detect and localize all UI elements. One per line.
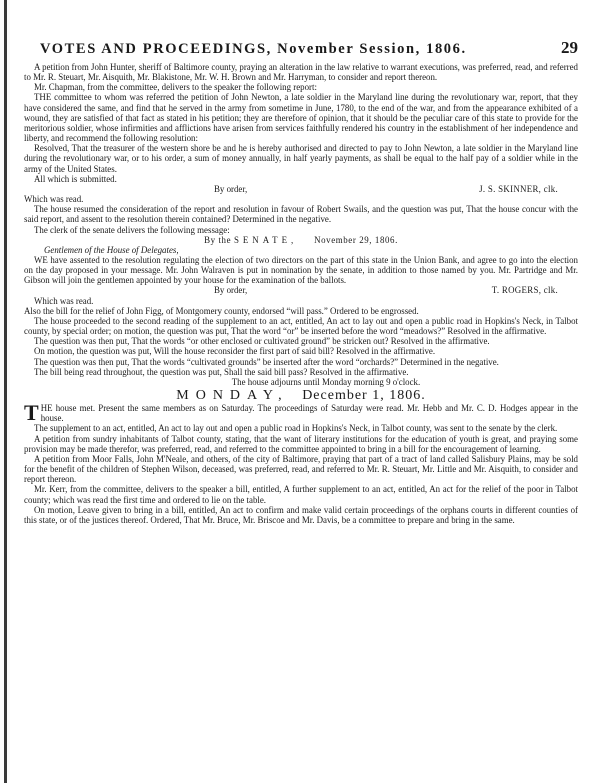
- salutation: Gentlemen of the House of Delegates,: [44, 244, 179, 255]
- drop-cap: T: [24, 400, 39, 426]
- paragraph: THE committee to whom was referred the petition of John Newton, a late soldier in the Maryland line during the revolutionary war, report, that they have considered the same, and find that he served in the army from sometime in June, 1780, to the end of the war, and from the appearance exhibited of a wound, they are satisfied of that fact as stated in his petition; they are therefore of opinion, that it should be the peculiar care of this state to provide for the meritorious soldier, whose infirmities and afflictions have arisen from services faithfully rendered his country in the establishment of her independence and liberty, and recommend the following resolution:: [24, 92, 578, 144]
- page-header: [40, 38, 578, 58]
- day-name: MONDAY,: [176, 388, 289, 403]
- senate-word: SENATE,: [233, 234, 298, 245]
- senate-message-heading: [24, 235, 578, 245]
- signature-name: T. ROGERS, clk.: [491, 285, 558, 296]
- running-title: VOTES AND PROCEEDINGS, November Session, 1806.: [40, 41, 467, 57]
- paragraph: On motion, the question was put, Will the house reconsider the first part of said bill? Resolved in the affirmative.: [34, 346, 436, 357]
- signature-line: [24, 184, 578, 194]
- day-date: December 1, 1806.: [302, 388, 426, 403]
- adjournment-line: The house adjourns until Monday morning 9 o'clock.: [231, 376, 421, 387]
- day-heading: [24, 388, 578, 403]
- paragraph: A petition from John Hunter, sheriff of Baltimore county, praying an alteration in the law relative to warrant executions, was preferred, read, and referred to Mr. R. Steuart, Mr. Aisquith, Mr. Blakistone, Mr. W. H. Brown and Mr. Harryman, to consider and report thereon.: [24, 62, 578, 83]
- paragraph: The question was then put, That the words “cultivated grounds” be inserted after the word “orchards?” Determined in the negative.: [34, 356, 499, 367]
- paragraph: [24, 400, 578, 426]
- paragraph: Mr. Kerr, from the committee, delivers to the speaker a bill, entitled, A further supplement to an act, entitled, An act for the relief of the poor in Talbot county; which was read the first time and ordered to lie on the table.: [24, 484, 578, 505]
- paragraph: The supplement to an act, entitled, An act to lay out and open a public road in Hopkins's Neck, in Talbot county, was sent to the senate by the clerk.: [34, 423, 558, 434]
- signature-name: J. S. SKINNER, clk.: [479, 183, 558, 194]
- senate-by: By the: [204, 234, 232, 245]
- paragraph: The clerk of the senate delivers the following message:: [34, 224, 230, 235]
- paragraph: The house proceeded to the second reading of the supplement to an act, entitled, An act to lay out and open a public road in Hopkins's Neck, in Talbot county, by special order; on motion, the question was put, That the word “or” be inserted before the word “meadows?” Resolved in the affirmative.: [24, 315, 578, 337]
- paragraph: Mr. Chapman, from the committee, delivers to the speaker the following report:: [34, 82, 317, 93]
- signature-line: [24, 285, 578, 295]
- paragraph: Also the bill for the relief of John Figg, of Montgomery county, endorsed “will pass.” Ordered to be engrossed.: [24, 305, 419, 316]
- page-body: [24, 62, 578, 525]
- paragraph: All which is submitted.: [34, 173, 117, 184]
- signature-order: By order,: [214, 285, 248, 296]
- page-binding-edge: [4, 0, 7, 783]
- signature-order: By order,: [214, 183, 248, 194]
- paragraph: A petition from sundry inhabitants of Talbot county, stating, that the want of literary institutions for the education of youth is great, and praying some provision may be made therefor, was preferred, read, and referred to the committee appointed to bring in a bill for the encouragement of learning.: [24, 433, 578, 454]
- paragraph: Which was read.: [34, 295, 94, 306]
- paragraph: Resolved, That the treasurer of the western shore be and he is hereby authorised and directed to pay to John Newton, a late soldier in the Maryland line during the revolutionary war, or to his order, a sum of money annually, in half yearly payments, as shall be equal to the half pay of a soldier while in the army of the United States.: [24, 143, 578, 174]
- paragraph: The house resumed the consideration of the report and resolution in favour of Robert Swails, and the question was put, That the house concur with the said report, and assent to the resolution therein contained? Determined in the negative.: [24, 204, 578, 225]
- paragraph: Which was read.: [24, 194, 84, 205]
- senate-date: November 29, 1806.: [314, 234, 398, 245]
- paragraph: The bill being read throughout, the question was put, Shall the said bill pass? Resolved in the affirmative.: [34, 366, 409, 377]
- paragraph-text: HE house met. Present the same members as on Saturday. The proceedings of Saturday were read. Mr. Hebb and Mr. C. D. Hodges appear in the house.: [40, 403, 578, 424]
- paragraph: A petition from Moor Falls, John M'Neale, and others, of the city of Baltimore, praying that part of a tract of land called Salisbury Plains, may be sold for the benefit of the children of Stephen Wilson, deceased, was preferred, read, and referred to Mr. R. Steuart, Mr. Little and Mr. Aisquith, to consider and report thereon.: [24, 453, 578, 485]
- page-number: 29: [561, 38, 578, 57]
- paragraph: On motion, Leave given to bring in a bill, entitled, An act to confirm and make valid certain proceedings of the orphans courts in different counties of this state, or of the justices thereof. Ordered, That Mr. Bruce, Mr. Briscoe and Mr. Davis, be a committee to prepare and bring in the same.: [24, 504, 578, 525]
- paragraph: WE have assented to the resolution regulating the election of two directors on the part of this state in the Union Bank, and agree to go into the election on the day proposed in your message. Mr. John Walraven is put in nomination by the senate, in addition to those named by you. Mr. Partridge and Mr. Gibson will join the gentlemen appointed by your house for the examination of the ballots.: [24, 254, 578, 286]
- paragraph: The question was then put, That the words “or other enclosed or cultivated ground” be stricken out? Resolved in the affirmative.: [34, 336, 490, 347]
